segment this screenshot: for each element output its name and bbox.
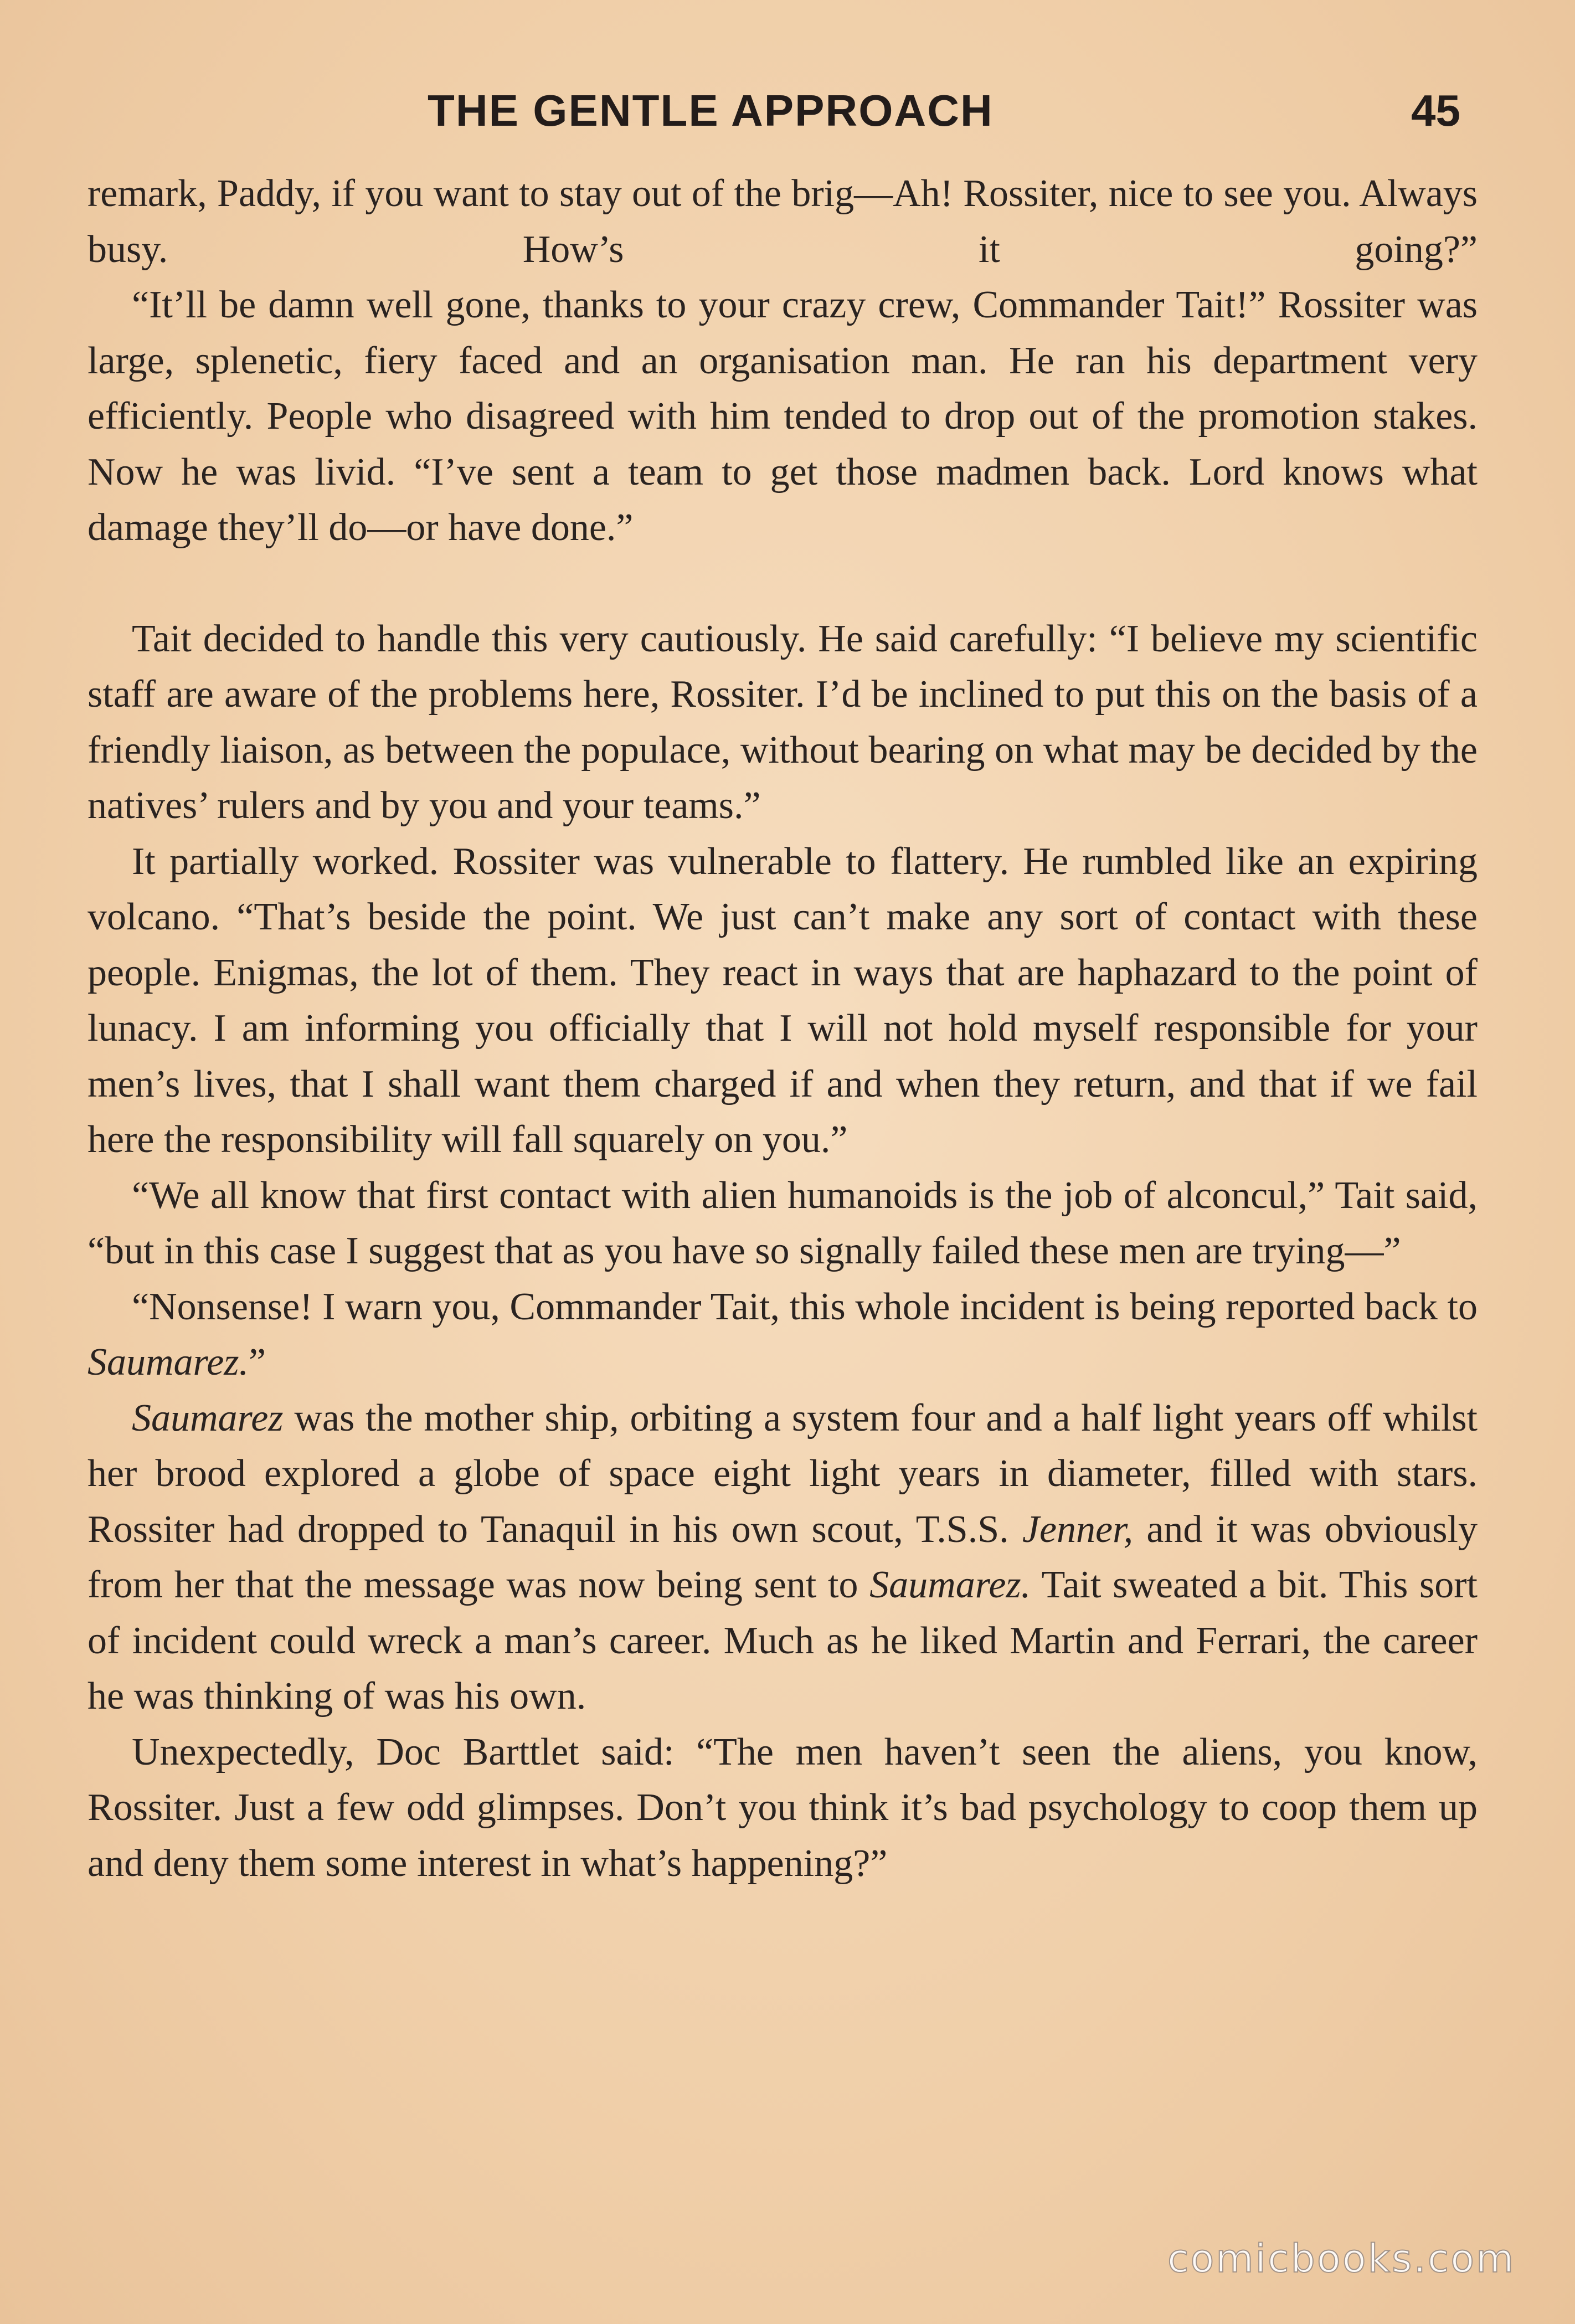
paragraph-7-text: Tait sweated a bit. This sort of incident could wreck a man’s career. Much as he liked Martin and Ferrari, the career he was thinking of was his own. <box>87 1564 1478 1718</box>
paragraph-3-text: Tait decided to handle this very cautiously. He said carefully: “I believe my scientific staff are aware of the problems here, Rossiter. I’d be inclined to put this on the basis of a friendly liaison, as between the populace, without bearing on what may be decided by the natives’ rulers and by you and your teams.” <box>87 617 1478 827</box>
paragraph-4 <box>87 834 1478 1168</box>
paragraph-7-text: was the mother ship, orbiting a system four and a half light years off whilst her brood explored a globe of space eight light years in diameter, filled with stars. Rossiter had dropped to Tanaquil in his own scout, T.S.S. <box>87 1396 1478 1551</box>
paragraph-6 <box>87 1279 1478 1391</box>
paragraph-4-text: It partially worked. Rossiter was vulnerable to flattery. He rumbled like an expiring volcano. “That’s beside the point. We just can’t make any sort of contact with these people. Enigmas, the lot of them. They react in ways that are haphazard to the point of lunacy. I am informing you officially that I will not hold myself responsible for your men’s lives, that I shall want them charged if and when they return, and that if we fail here the responsibility will fall squarely on you.” <box>87 840 1478 1161</box>
ship-name-italic: Jenner, <box>1022 1508 1134 1551</box>
paragraph-2 <box>87 277 1478 556</box>
paragraph-1 <box>87 166 1478 277</box>
running-title: THE GENTLE APPROACH <box>428 86 994 135</box>
ship-name-italic: Saumarez <box>132 1396 284 1439</box>
paragraph-8-text: Unexpectedly, Doc Barttlet said: “The men haven’t seen the aliens, you know, Rossiter. Just a few odd glimpses. Don’t you think it’s bad psychology to coop them up and deny them some interest in what’s happening?” <box>87 1730 1478 1885</box>
paragraph-6-close: ” <box>249 1341 266 1384</box>
paragraph-7 <box>87 1391 1478 1725</box>
ship-name-italic: Saumarez. <box>87 1341 249 1384</box>
paragraph-5-text: “We all know that first contact with alien humanoids is the job of alconcul,” Tait said, “but in this case I suggest that as you have so signally failed these men are trying—” <box>87 1174 1478 1272</box>
body-text <box>87 166 1478 1891</box>
page-number: 45 <box>1411 86 1460 135</box>
paragraph-1-text: remark, Paddy, if you want to stay out of the brig—Ah! Rossiter, nice to see you. Always busy. How’s it going?” <box>87 172 1478 271</box>
paragraph-3 <box>87 611 1478 834</box>
paragraph-5 <box>87 1168 1478 1279</box>
paragraph-8 <box>87 1725 1478 1892</box>
paragraph-6-text: “Nonsense! I warn you, Commander Tait, this whole incident is being reported back to <box>132 1285 1478 1328</box>
watermark: comicbooks.com <box>1167 2236 1516 2281</box>
ship-name-italic: Saumarez. <box>869 1564 1031 1606</box>
paragraph-7-text: and it was obviously from her that the message was now being sent to <box>87 1508 1478 1606</box>
paragraph-2-text: “It’ll be damn well gone, thanks to your crazy crew, Commander Tait!” Rossiter was large, splenetic, fiery faced and an organisation man. He ran his department very efficiently. People who disagreed with him tended to drop out of the promotion stakes. Now he was livid. “I’ve sent a team to get those madmen back. Lord knows what damage they’ll do—or have done.” <box>87 284 1478 549</box>
